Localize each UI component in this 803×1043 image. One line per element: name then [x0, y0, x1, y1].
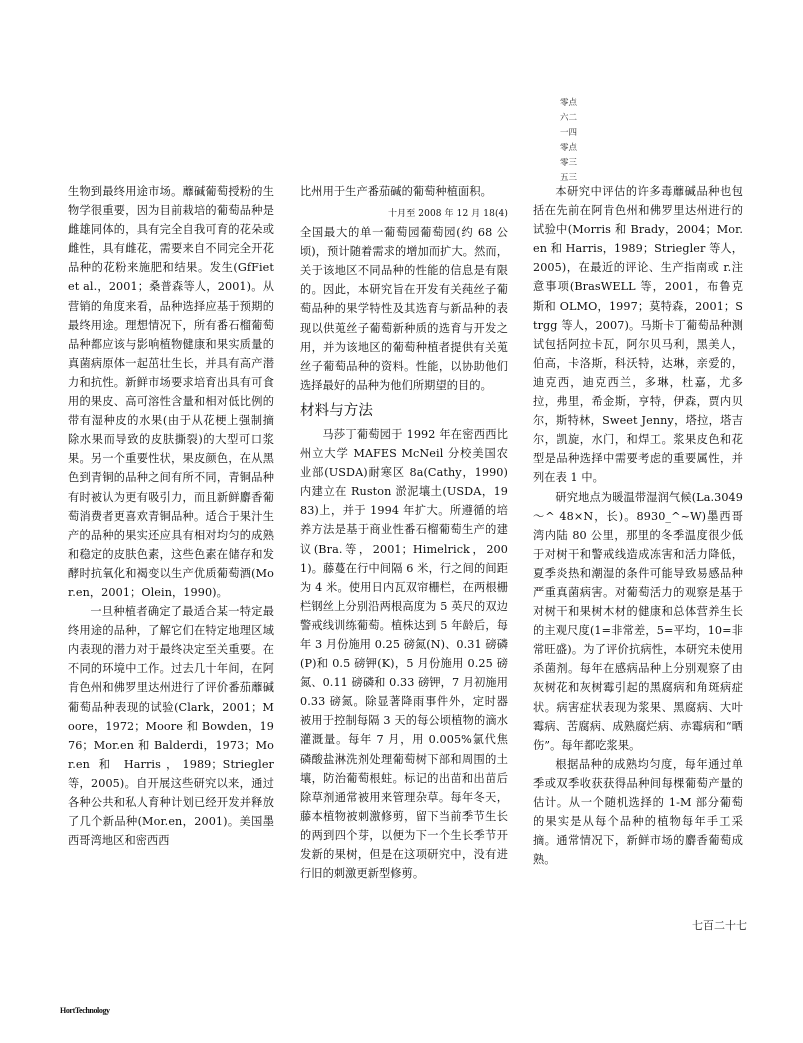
paragraph: 比州用于生产番茄碱的葡萄种植面积。 [300, 185, 492, 198]
paragraph: 全国最大的单一葡萄园葡萄园(约 68 公顷)，预计随着需求的增加而扩大。然而，关于该地区不同品种的性能的信息是有限的。因此，本研究旨在开发有关莼丝子葡萄品种的果学特性及其选育与新品种的表现以供莵丝子葡萄新种质的选育与开发之用，并为该地区的葡萄种植者提供有关莵丝子葡萄品种的资料。性能，以协助他们选择最好的品种为他们所期望的目的。 [300, 226, 508, 392]
header-line: 零点 [560, 98, 578, 108]
page-header-code [560, 96, 600, 186]
header-line: 五三 [560, 173, 578, 183]
page-number: 七百二十七 [692, 919, 747, 932]
text-column-left [68, 182, 274, 850]
paragraph: 生物到最终用途市场。蘼碱葡萄授粉的生物学很重要，因为目前栽培的葡萄品种是雌雄同体的，具有完全自我可育的花朵或雌性，具有雌花，需要来自不同完全开花品种的花粉来施肥和结果。发生(GfFiet et al.，2001；桑普森等人，2001)。从营销的角度来看，品种选择应基于预期的最终用途。理想情况下，所有番石榴葡萄品种都应该与影响植物健康和果实质量的真菌病原体一起茁壮生长，并具有高产潜力和抗性。新鲜市场要求培育出具有可食用的果皮、高可溶性含量和相对低比例的带有湿种皮的水果(由于从花梗上强制摘除水果而导致的皮肤撕裂)的大型可口浆果。另一个重要性状，果皮颜色，在从黑色到青铜的品种之间有所不同，青铜品种有时被认为更有吸引力，而且新鲜麝香葡萄消费者更喜欢青铜品种。适合于果汁生产的品种的果实还应具有相对均匀的成熟和稳定的皮肤色素，这些色素在储存和发酵时抗氧化和褐变以生产优质葡萄酒(Mor.en，2001；Olein，1990)。 [68, 185, 274, 599]
header-line: 六二 [560, 113, 578, 123]
paragraph: 一旦种植者确定了最适合某一特定最终用途的品种，了解它们在特定地理区域内表现的潜力对于最终决定至关重要。在不同的环境中工作。过去几十年间，在阿肯色州和佛罗里达州进行了评价番茄蘼碱葡萄品种表现的试验(Clark，2001；Moore，1972；Moore 和 Bowden，1976；Mor.en 和 Balderdi，1973；Mor.en 和 Harris，1989；Striegler 等，2005)。自开展这些研究以来，通过各种公共和私人育种计划已经开发并释放了几个新品种(Mor.en，2001)。美国墨西哥湾地区和密西西 [68, 605, 274, 848]
issue-date-line: 十月至 2008 年 12 月 18(4) [388, 209, 508, 220]
header-line: 零点 [560, 143, 578, 153]
header-line: 零三 [560, 158, 578, 168]
journal-name: HortTechnology [60, 1006, 110, 1015]
paragraph: 本研究中评估的许多毒蘼碱品种也包括在先前在阿肯色州和佛罗里达州进行的试验中(Morris 和 Brady，2004；Mor.en 和 Harris，1989；Striegler 等人，2005)，在最近的评论、生产指南或 r.注意事项(BrasWELL 等，2001，布鲁克斯和 OLMO，1997；莫特森，2001；Strgg 等人，2007)。马斯卡丁葡萄品种测试包括阿拉卡瓦，阿尔贝马利，黑美人，伯高，卡洛斯，科沃特，达琳，亲爱的，迪克西，迪克西兰，多琳，杜嘉，尤多拉，弗里，希金斯，亨特，伊森，贾内贝尔，斯特林，Sweet Jenny，塔拉，塔吉尔，凯旋，水门，和焊工。浆果皮色和花型是品种选择中需要考虑的重要属性，并列在表 1 中。 [533, 185, 743, 485]
section-heading: 材料与方法 [300, 402, 373, 419]
text-column-middle [300, 182, 508, 883]
paragraph: 研究地点为暖温带湿润气候(La.3049～^ 48×N，长)。8930_^~W)墨西哥湾内陆 80 公里，那里的冬季温度很少低于对树干和警戒线造成冻害和活力降低，夏季炎热和潮湿的条件可能导致易感品种严重真菌病害。对葡萄活力的观察是基于对树干和果树木材的健康和总体营养生长的主观尺度(1=非常差，5=平均，10=非常旺盛)。为了评价抗病性，本研究未使用杀菌剂。每年在感病品种上分别观察了由灰树花和灰树霉引起的黑腐病和角斑病症状。病害症状表现为浆果、黑腐病、大叶霉病、苦腐病、成熟腐烂病、赤霉病和“晒伤”。每年都吃浆果。 [533, 490, 743, 752]
header-line: 一四 [560, 128, 578, 138]
paragraph: 马莎丁葡萄园于 1992 年在密西西比州立大学 MAFES McNeil 分校美国农业部(USDA)耐寒区 8a(Cathy，1990)内建立在 Ruston 淤泥壤土(USDA，1983)上，并于 1994 年扩大。所遵循的培养方法是基于商业性番石榴葡萄生产的建议(Bra.等，2001；Himelrick，2001)。藤蔓在行中间隔 6 米，行之间的间距为 4 米。使用日内瓦双帘栅栏，在两根栅栏钢丝上分别沿两根高度为 5 英尺的双边警戒线训练葡萄。植株达到 5 年龄后，每年 3 月份施用 0.25 磅氮(N)、0.31 磅磷(P)和 0.5 磅钾(K)，5 月份施用 0.25 磅氮、0.11 磅磷和 0.33 磅钾，7 月初施用 0.33 磅氮。除显著降雨事件外，定时器被用于控制每隔 3 天的每公顷植物的滴水灌溉量。每年 7 月，用 0.005%氯代焦磷酸盐淋洗剂处理葡萄树下部和周围的土壤，防治葡萄根蛀。标记的出苗和出苗后除草剂通常被用来管理杂草。每年冬天，藤本植物被刺激修剪，留下当前季节生长的两到四个芽，以便为下一个生长季节开发新的果树，但是在这项研究中，没有进行旧的刺激更新型修剪。 [300, 427, 508, 881]
paragraph: 根据品种的成熟均匀度，每年通过单季或双季收获获得品种间每棵葡萄产量的估计。从一个随机选择的 1-M 部分葡萄的果实是从每个品种的植物每年手工采摘。通常情况下，新鲜市场的麝香葡萄成熟。 [533, 757, 743, 867]
text-column-right [533, 182, 743, 869]
